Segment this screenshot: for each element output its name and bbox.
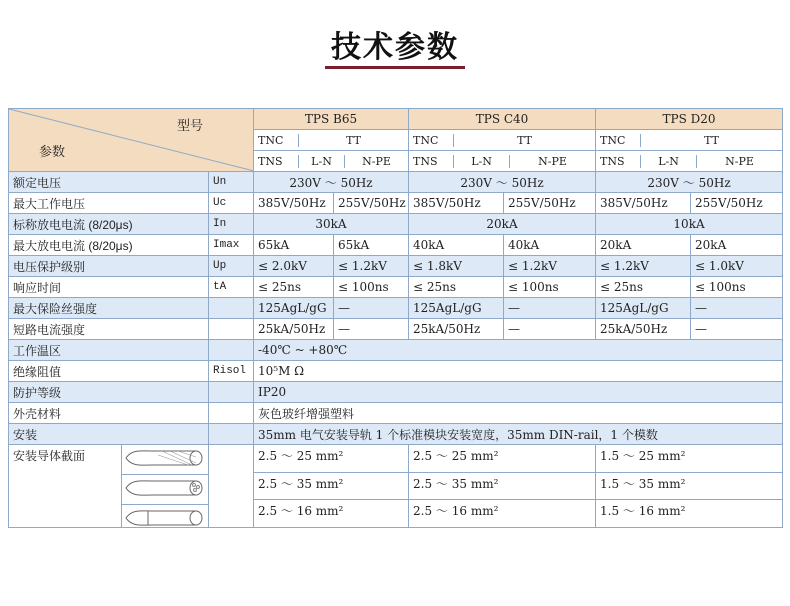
cell: 1.5 ～ 16 mm²: [600, 504, 686, 519]
table-row: [9, 445, 783, 528]
row-label: 最大工作电压: [9, 193, 209, 214]
tt-label: TT: [346, 133, 361, 147]
tt-label: TT: [517, 133, 532, 147]
ln-label: L-N: [454, 155, 510, 168]
cell: —: [504, 319, 596, 340]
row-symbol: [209, 319, 254, 340]
row-label: 安装: [9, 424, 209, 445]
cell: ≤ 1.2kV: [596, 256, 691, 277]
cell: —: [334, 319, 409, 340]
model-header-d20: TPS D20: [596, 109, 783, 130]
cell: 2.5 ～ 16 mm²: [258, 504, 344, 519]
cell: 1.5 ～ 35 mm²: [596, 473, 782, 501]
cell: 255V/50Hz: [334, 193, 409, 214]
cell: ≤ 100ns: [504, 277, 596, 298]
cell: 20kA: [596, 235, 691, 256]
tt-label: TT: [704, 133, 719, 147]
row-label: 短路电流强度: [9, 319, 209, 340]
table-row: [9, 172, 783, 193]
cell: —: [691, 298, 783, 319]
header-diagonal-cell: [9, 109, 254, 172]
cell: 230V ～ 50Hz: [596, 172, 783, 193]
model-header-c40: TPS C40: [409, 109, 596, 130]
cross-section-d20: [596, 445, 783, 528]
cell: ≤ 100ns: [334, 277, 409, 298]
row-symbol: Up: [209, 256, 254, 277]
cell: 灰色玻纤增强塑料: [254, 403, 783, 424]
cell: 125AgL/gG: [596, 298, 691, 319]
table-row: [9, 403, 783, 424]
cell: —: [691, 319, 783, 340]
row-label: 防护等级: [9, 382, 209, 403]
row-label: 最大放电电流 (8/20μs): [9, 235, 209, 256]
cell: ≤ 1.8kV: [409, 256, 504, 277]
cell: -40℃ ~ +80℃: [254, 340, 783, 361]
cell: 20kA: [409, 214, 596, 235]
cell: 10⁵M Ω: [254, 361, 783, 382]
table-row: [9, 340, 783, 361]
row-symbol: tA: [209, 277, 254, 298]
cell: —: [504, 298, 596, 319]
row-label: 响应时间: [9, 277, 209, 298]
row-label: 绝缘阻值: [9, 361, 209, 382]
cell: ≤ 1.2kV: [334, 256, 409, 277]
cell: 25kA/50Hz: [409, 319, 504, 340]
c40-net-header: [409, 130, 596, 151]
cell: 65kA: [254, 235, 334, 256]
cell: 125AgL/gG: [254, 298, 334, 319]
row-symbol: [209, 382, 254, 403]
table-row: [9, 424, 783, 445]
row-symbol: In: [209, 214, 254, 235]
param-label: 参数: [39, 144, 66, 159]
row-symbol: [209, 340, 254, 361]
row-symbol: [209, 298, 254, 319]
npe-label: N-PE: [538, 154, 567, 168]
row-symbol: Risol: [209, 361, 254, 382]
cell: 35mm 电气安装导轨 1 个标准模块安装宽度，35mm DIN-rail，1 个模数: [254, 424, 783, 445]
tns-label: TNS: [254, 155, 299, 168]
d20-sub-header: [596, 151, 783, 172]
cell: ≤ 2.0kV: [254, 256, 334, 277]
table-row: [9, 256, 783, 277]
cell: ≤ 25ns: [254, 277, 334, 298]
cell: —: [334, 298, 409, 319]
cell: 20kA: [691, 235, 783, 256]
cross-section-label-cell: [9, 445, 209, 528]
model-label: 型号: [176, 118, 203, 133]
solid-wire-icon: [122, 505, 208, 528]
tnc-label: TNC: [409, 134, 454, 147]
cell: 385V/50Hz: [596, 193, 691, 214]
table-row: [9, 319, 783, 340]
row-symbol: [209, 424, 254, 445]
cell: 30kA: [254, 214, 409, 235]
ln-label: L-N: [641, 155, 697, 168]
row-symbol: [209, 403, 254, 424]
cell: 2.5 ～ 25 mm²: [254, 445, 408, 473]
row-label: 额定电压: [9, 172, 209, 193]
cell: 255V/50Hz: [691, 193, 783, 214]
cell: 385V/50Hz: [409, 193, 504, 214]
table-row: [9, 298, 783, 319]
cell: 1.5 ～ 25 mm²: [596, 445, 782, 473]
cell: 25kA/50Hz: [596, 319, 691, 340]
tns-label: TNS: [596, 155, 641, 168]
page-title: 技术参数: [331, 30, 459, 65]
cell: 25kA/50Hz: [254, 319, 334, 340]
row-symbol: Uc: [209, 193, 254, 214]
tnc-label: TNC: [596, 134, 641, 147]
cross-section-c40: [409, 445, 596, 528]
row-label: 电压保护级别: [9, 256, 209, 277]
stranded-wire-icon: [122, 445, 208, 475]
title-underline: [325, 66, 465, 69]
ln-label: L-N: [299, 155, 345, 168]
cell: 40kA: [504, 235, 596, 256]
c40-sub-header: [409, 151, 596, 172]
d20-net-header: [596, 130, 783, 151]
cell: ≤ 1.2kV: [504, 256, 596, 277]
table-row: [9, 193, 783, 214]
table-row: [9, 361, 783, 382]
table-row: [9, 214, 783, 235]
cell: 125AgL/gG: [409, 298, 504, 319]
row-label: 标称放电电流 (8/20μs): [9, 214, 209, 235]
cross-section-b65: [254, 445, 409, 528]
row-label: 外壳材料: [9, 403, 209, 424]
b65-net-header: [254, 130, 409, 151]
cell: 2.5 ～ 35 mm²: [409, 473, 595, 501]
cell: ≤ 100ns: [691, 277, 783, 298]
tnc-label: TNC: [254, 134, 299, 147]
table-row: [9, 235, 783, 256]
diagonal-line: [9, 109, 254, 171]
cell: 40kA: [409, 235, 504, 256]
row-symbol: Un: [209, 172, 254, 193]
b65-sub-header: [254, 151, 409, 172]
cell: 2.5 ～ 25 mm²: [409, 445, 595, 473]
model-header-b65: TPS B65: [254, 109, 409, 130]
cell: 10kA: [596, 214, 783, 235]
cell: ≤ 25ns: [596, 277, 691, 298]
cell: 2.5 ～ 35 mm²: [254, 473, 408, 501]
spec-table: [8, 108, 783, 528]
row-symbol: [209, 445, 254, 528]
cell: ≤ 1.0kV: [691, 256, 783, 277]
cell: 65kA: [334, 235, 409, 256]
npe-label: N-PE: [725, 154, 754, 168]
row-label: 最大保险丝强度: [9, 298, 209, 319]
cell: 230V ～ 50Hz: [254, 172, 409, 193]
table-row: [9, 382, 783, 403]
row-label: 安装导体截面: [13, 449, 86, 463]
cell: ≤ 25ns: [409, 277, 504, 298]
cell: 230V ～ 50Hz: [409, 172, 596, 193]
multi-core-wire-icon: [122, 475, 208, 505]
npe-label: N-PE: [362, 154, 391, 168]
cell: IP20: [254, 382, 783, 403]
cell: 385V/50Hz: [254, 193, 334, 214]
tns-label: TNS: [409, 155, 454, 168]
table-row: [9, 277, 783, 298]
wire-illustrations: [121, 445, 208, 527]
row-symbol: Imax: [209, 235, 254, 256]
cell: 255V/50Hz: [504, 193, 596, 214]
cell: 2.5 ～ 16 mm²: [413, 504, 499, 519]
row-label: 工作温区: [9, 340, 209, 361]
